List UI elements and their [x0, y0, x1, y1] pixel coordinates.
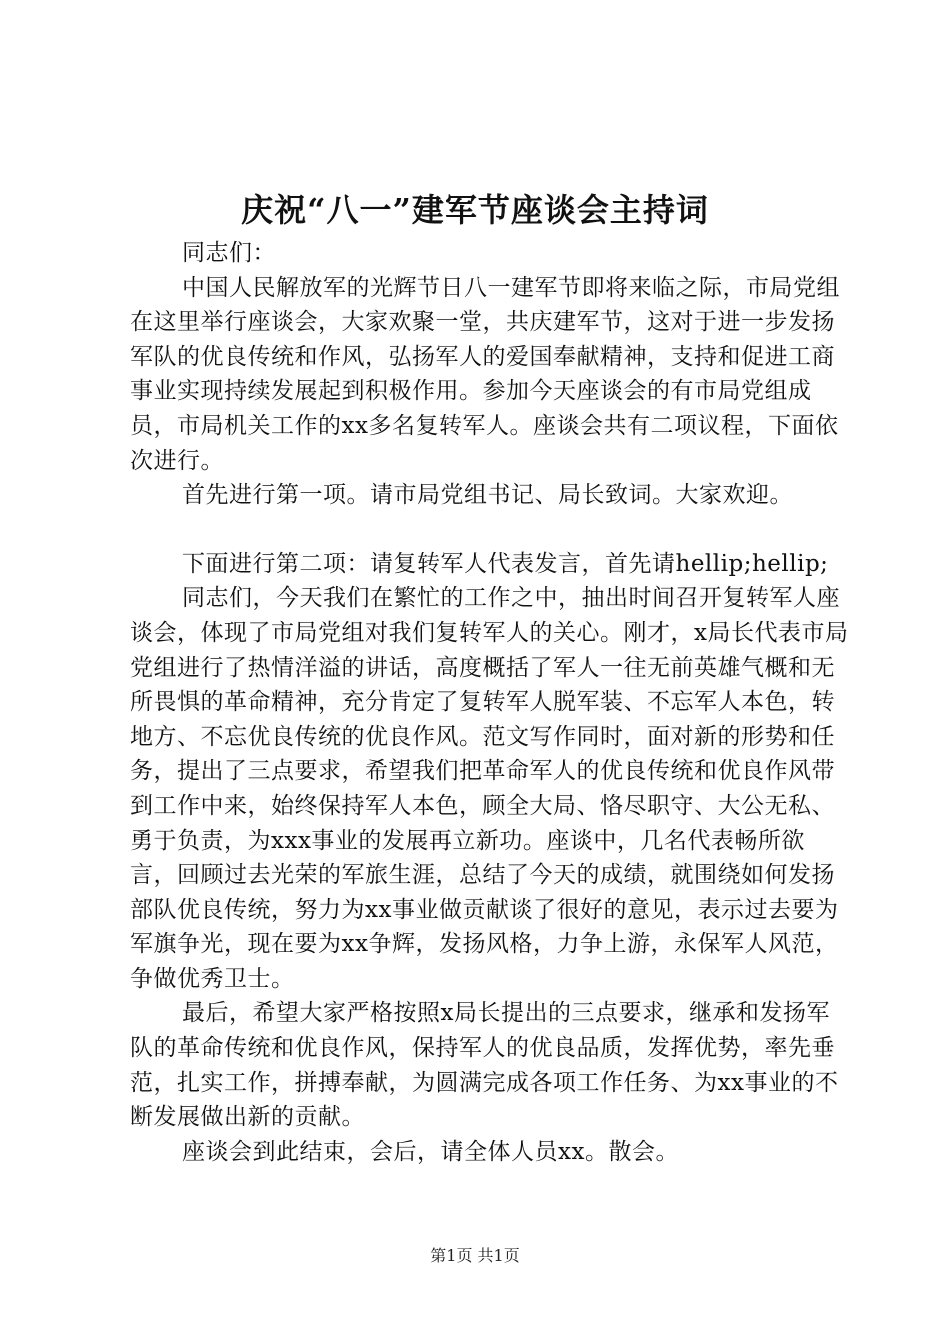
- paragraph-agenda-item-2: 下面进行第二项：请复转军人代表发言，首先请hellip;hellip;: [182, 550, 829, 577]
- paragraph-agenda-item-1: 首先进行第一项。请市局党组书记、局长致词。大家欢迎。: [182, 482, 793, 509]
- paragraph-closing-hope: 最后，希望大家严格按照x局长提出的三点要求，继承和发扬军队的革命传统和优良作风，保持军人的优良品质，发挥优势，率先垂范，扎实工作，拼搏奉献，为圆满完成各项工作任务、为xx事业的不断发展做出新的贡献。: [130, 1000, 839, 1131]
- paragraph-summary: 同志们，今天我们在繁忙的工作之中，抽出时间召开复转军人座谈会，体现了市局党组对我们复转军人的关心。刚才，x局长代表市局党组进行了热情洋溢的讲话，高度概括了军人一往无前英雄气概和无所畏惧的革命精神，充分肯定了复转军人脱军装、不忘军人本色，转地方、不忘优良传统的优良作风。范文写作同时，面对新的形势和任务，提出了三点要求，希望我们把革命军人的优良传统和优良作风带到工作中来，始终保持军人本色，顾全大局、恪尽职守、大公无私、勇于负责，为xxx事业的发展再立新功。座谈中，几名代表畅所欲言，回顾过去光荣的军旅生涯，总结了今天的成绩，就围绕如何发扬部队优良传统，努力为xx事业做贡献谈了很好的意见，表示过去要为军旗争光，现在要为xx争辉，发扬风格，力争上游，永保军人风范，争做优秀卫士。: [130, 585, 849, 992]
- document-body: [130, 236, 850, 1169]
- paragraph-closing: 座谈会到此结束，会后，请全体人员xx。散会。: [182, 1138, 679, 1165]
- page-number-footer: 第1页 共1页: [430, 1246, 520, 1265]
- paragraph-opening: 中国人民解放军的光辉节日八一建军节即将来临之际，市局党组在这里举行座谈会，大家欢聚一堂，共庆建军节，这对于进一步发扬军队的优良传统和作风，弘扬军人的爱国奉献精神，支持和促进工商事业实现持续发展起到积极作用。参加今天座谈会的有市局党组成员，市局机关工作的xx多名复转军人。座谈会共有二项议程，下面依次进行。: [130, 274, 840, 474]
- document-title: 庆祝“八一”建军节座谈会主持词: [241, 191, 709, 229]
- paragraph-salutation: 同志们：: [182, 240, 276, 266]
